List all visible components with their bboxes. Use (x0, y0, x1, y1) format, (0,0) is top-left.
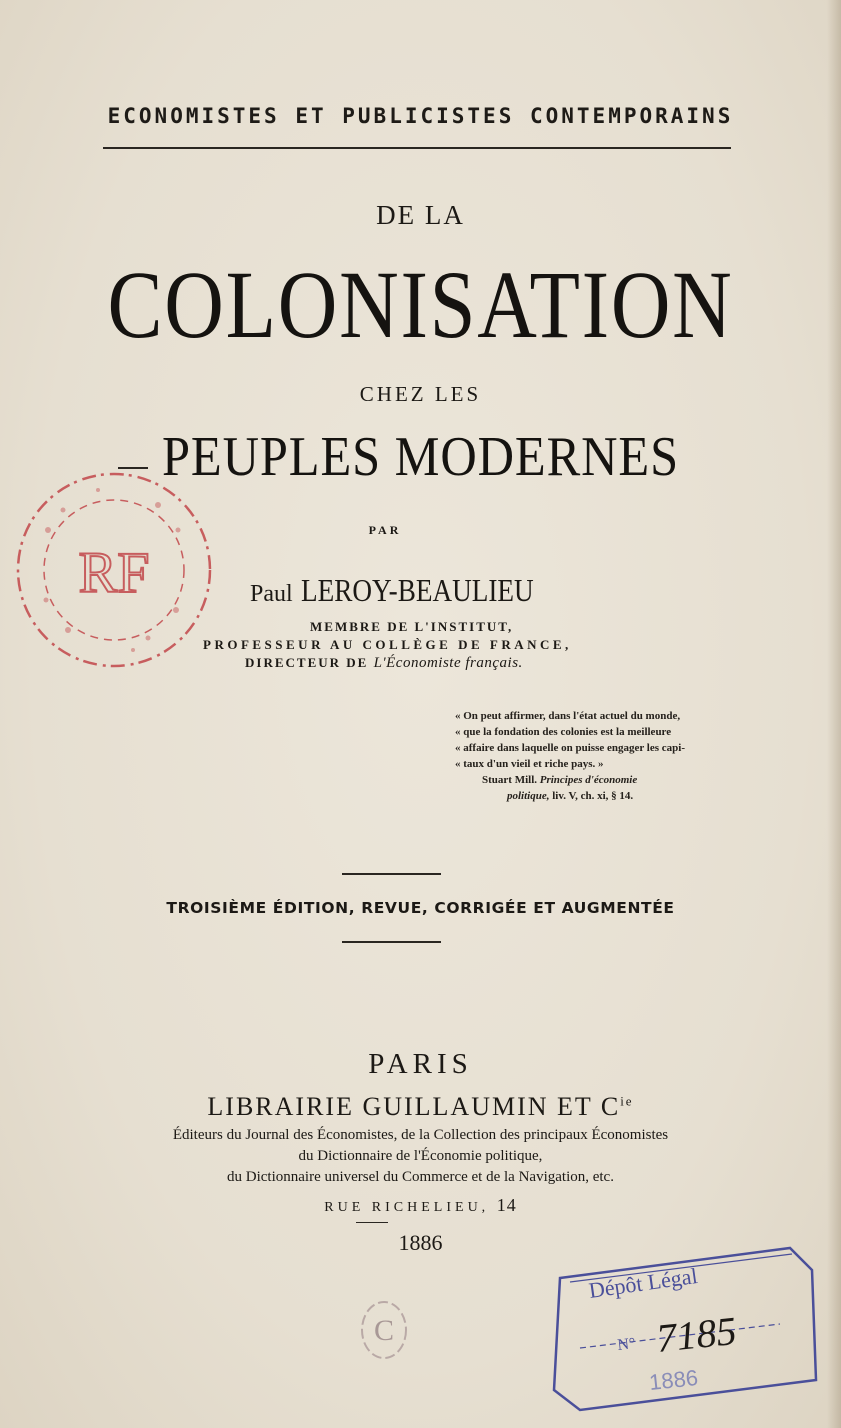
epigraph-line: « On peut affirmer, dans l'état actuel du monde, (455, 710, 681, 722)
author-last-name: LEROY-BEAULIEU (300, 572, 534, 608)
svg-text:RF: RF (78, 540, 150, 605)
svg-text:1886: 1886 (647, 1364, 700, 1395)
library-stamp-icon (8, 460, 220, 680)
svg-text:C: C (373, 1314, 395, 1347)
edition-rule-top (342, 873, 441, 875)
series-title: ECONOMISTES ET PUBLICISTES CONTEMPORAINS (107, 104, 734, 128)
year-rule (356, 1222, 388, 1223)
svg-text:Dépôt Légal: Dépôt Légal (587, 1262, 699, 1303)
publisher-suffix: ie (620, 1093, 634, 1109)
epigraph-work: Principes d'économie (539, 774, 638, 786)
top-rule (103, 147, 731, 149)
by-label: PAR (368, 523, 402, 537)
epigraph (455, 708, 755, 804)
author-credential-director (245, 655, 645, 672)
epigraph-line: « taux d'un vieil et riche pays. » (455, 758, 604, 770)
epigraph-line: « affaire dans laquelle on puisse engager les capi- (455, 742, 685, 754)
epigraph-attribution (455, 772, 755, 788)
imprint-line: du Dictionnaire universel du Commerce et de la Navigation, etc. (227, 1169, 614, 1185)
c-mark-icon (355, 1295, 413, 1365)
svg-text:7185: 7185 (654, 1307, 739, 1361)
street-name: RUE RICHELIEU, (324, 1200, 490, 1215)
svg-text:N°: N° (616, 1335, 637, 1354)
title-prefix: DE LA (376, 200, 465, 230)
epigraph-reference: liv. V, ch. xi, § 14. (552, 790, 634, 802)
epigraph-line: « que la fondation des colonies est la meilleure (455, 726, 672, 738)
second-title: PEUPLES MODERNES (161, 426, 680, 488)
publisher-name: LIBRAIRIE GUILLAUMIN ET C (207, 1092, 621, 1121)
author-first-name: Paul (250, 581, 293, 607)
credential-director-prefix: DIRECTEUR DE (245, 655, 369, 670)
imprint-address (0, 1195, 841, 1216)
imprint-publisher (0, 1092, 841, 1122)
author-credential-college: PROFESSEUR AU COLLÈGE DE FRANCE, (203, 637, 572, 652)
author-name (250, 570, 550, 614)
epigraph-author: Stuart Mill. (482, 774, 537, 786)
edition-statement: TROISIÈME ÉDITION, REVUE, CORRIGÉE ET AUGMENTÉE (166, 899, 675, 917)
edition-rule-bottom (342, 941, 441, 943)
imprint-line: du Dictionnaire de l'Économie politique, (298, 1148, 543, 1164)
epigraph-reference-line (455, 788, 755, 804)
depot-legal-stamp-icon (540, 1240, 820, 1415)
street-number: 14 (496, 1195, 517, 1215)
main-title: COLONISATION (107, 251, 734, 358)
credential-journal: L'Économiste français. (373, 655, 523, 671)
imprint-line: Éditeurs du Journal des Économistes, de la Collection des principaux Économistes (172, 1127, 669, 1143)
imprint-city: PARIS (368, 1048, 473, 1080)
title-connector: CHEZ LES (359, 382, 482, 406)
imprint-year: 1886 (398, 1230, 443, 1255)
epigraph-work-cont: politique, (507, 790, 550, 802)
author-credential-institut: MEMBRE DE L'INSTITUT, (310, 619, 514, 634)
